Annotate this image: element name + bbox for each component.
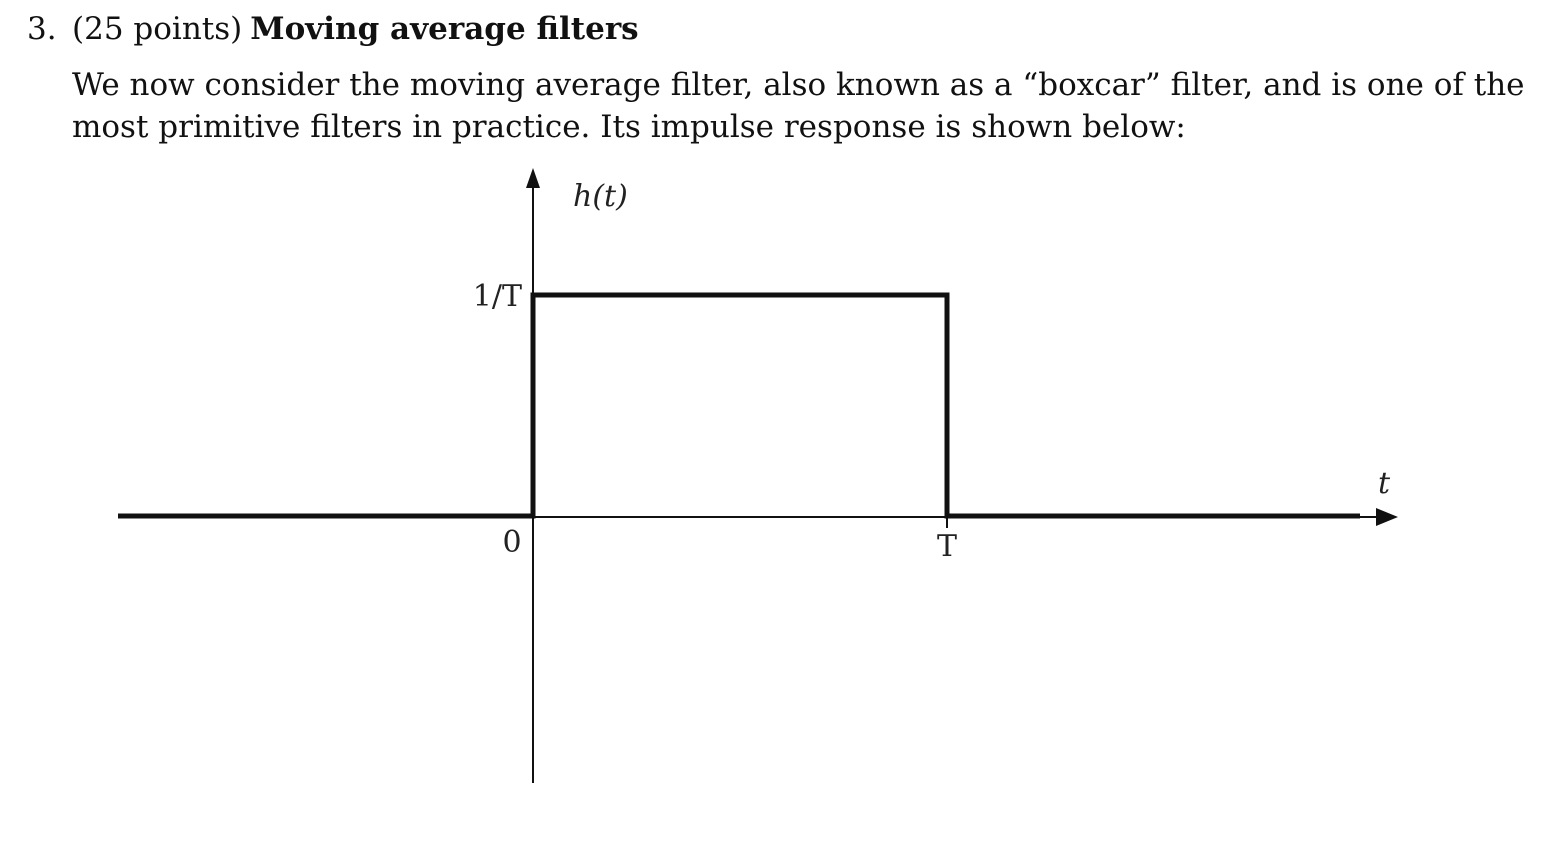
problem-points: (25 points) <box>72 11 243 47</box>
y-tick-label: 1/T <box>472 279 522 314</box>
problem-number: 3. <box>27 11 57 47</box>
problem-header <box>27 8 639 50</box>
y-axis-label: h(t) <box>573 179 628 214</box>
x-axis-label: t <box>1378 466 1391 501</box>
boxcar-response-line <box>118 295 1360 516</box>
body-line-2: most primitive filters in practice. Its impulse response is shown below: <box>72 109 1186 145</box>
x-tick-label-zero: 0 <box>502 525 522 560</box>
x-tick-label-T: T <box>936 529 958 564</box>
problem-title: Moving average filters <box>250 11 639 47</box>
problem-body <box>72 64 1525 148</box>
body-line-1: We now consider the moving average filter, also known as a “boxcar” filter, and is one of the <box>72 67 1525 103</box>
y-axis-arrow <box>526 168 540 188</box>
x-axis-arrow <box>1376 508 1398 526</box>
